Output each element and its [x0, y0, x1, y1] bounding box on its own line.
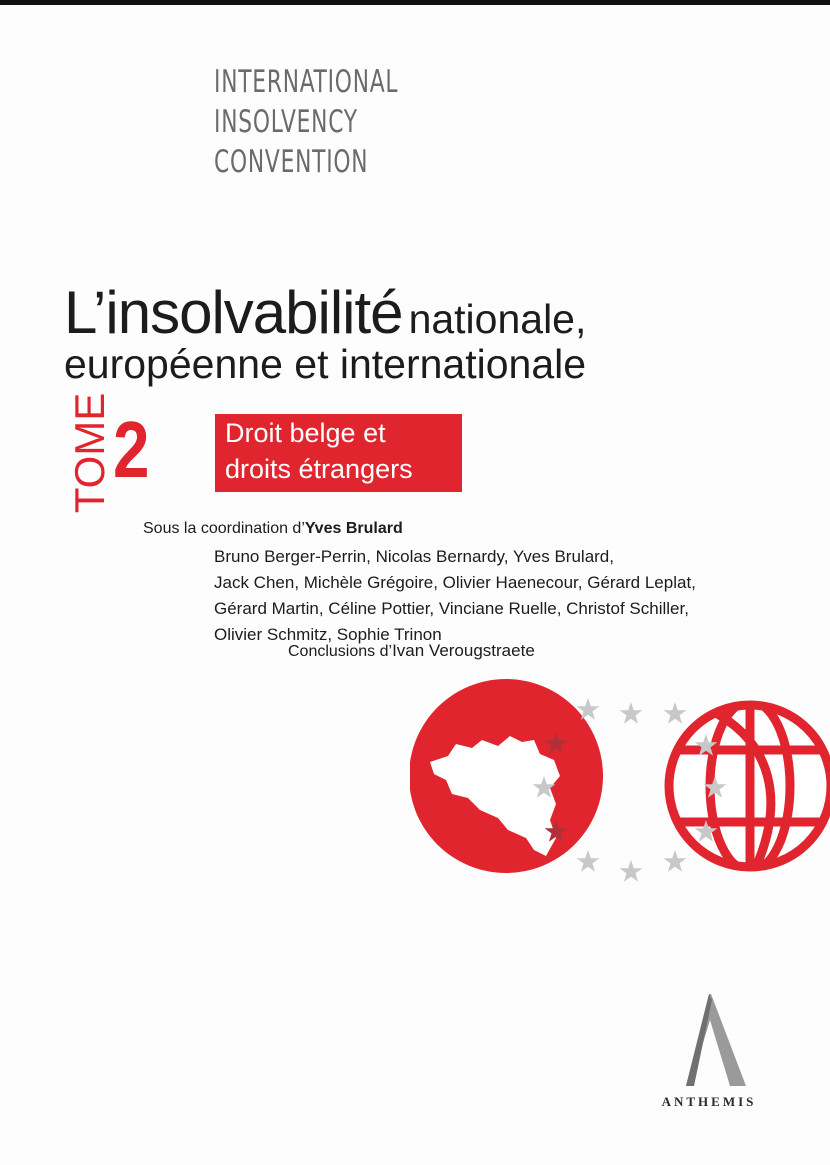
- title-part2: nationale,: [408, 296, 587, 342]
- coordination-credit: [143, 520, 403, 538]
- authors-line: Gérard Martin, Céline Pottier, Vinciane Ruelle, Christof Schiller,: [214, 599, 689, 618]
- conclusions-credit: [288, 641, 535, 661]
- publisher-name: ANTHEMIS: [661, 1094, 757, 1109]
- collection-line: INTERNATIONAL: [214, 64, 399, 100]
- anthemis-a-logo: [664, 990, 754, 1090]
- subtitle-line: droits étrangers: [225, 454, 413, 484]
- conclusions-prefix: Conclusions d’: [288, 643, 393, 660]
- authors-line: Jack Chen, Michèle Grégoire, Olivier Haenecour, Gérard Leplat,: [214, 573, 696, 592]
- belgium-map-icon: [410, 679, 603, 873]
- subtitle-line: Droit belge et: [225, 418, 386, 448]
- cover-illustration: [410, 670, 830, 900]
- authors-list: [214, 544, 696, 648]
- title-line2: européenne et internationale: [64, 341, 587, 387]
- collection-name: [214, 62, 398, 182]
- collection-line: INSOLVENCY: [214, 104, 358, 140]
- subtitle-box: [215, 414, 462, 492]
- tome-label: [64, 392, 116, 514]
- coordinator-name: Yves Brulard: [304, 520, 403, 537]
- authors-line: Bruno Berger-Perrin, Nicolas Bernardy, Yves Brulard,: [214, 547, 614, 566]
- publisher: [644, 990, 774, 1120]
- authors-line: Olivier Schmitz, Sophie Trinon: [214, 625, 442, 644]
- conclusions-author: Ivan Verougstraete: [392, 641, 535, 660]
- tome-number: 2: [113, 405, 150, 494]
- coordination-prefix: Sous la coordination d’: [143, 520, 305, 537]
- tome-word: TOME: [66, 392, 113, 514]
- title-part1: L’insolvabilité: [64, 279, 403, 346]
- book-title: [64, 278, 586, 347]
- globe-icon: [660, 690, 830, 882]
- collection-line: CONVENTION: [214, 144, 369, 180]
